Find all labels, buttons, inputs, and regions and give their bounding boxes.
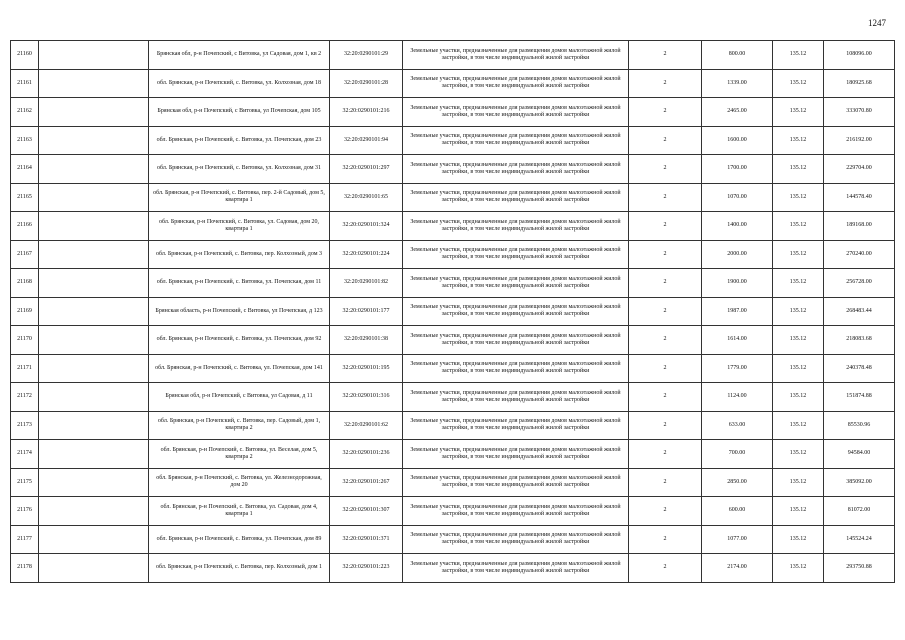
area-cell: 2000.00 [702, 240, 773, 269]
area-cell: 1900.00 [702, 269, 773, 298]
row-number-cell: 21170 [11, 326, 39, 355]
empty-cell [39, 497, 149, 526]
cadastral-value-cell: 333070.80 [824, 98, 895, 127]
empty-cell [39, 468, 149, 497]
area-cell: 1400.00 [702, 212, 773, 241]
table-row [11, 240, 895, 269]
category-cell: 2 [629, 212, 702, 241]
address-cell: обл. Брянская, р-н Почепский, с. Витовка, ул. Садовая, дом 4, квартира 1 [149, 497, 330, 526]
table-row [11, 269, 895, 298]
cadastral-value-cell: 85530.96 [824, 411, 895, 440]
table-row [11, 297, 895, 326]
category-cell: 2 [629, 240, 702, 269]
cadastral-number-cell: 32:20:0290101:65 [330, 183, 403, 212]
cadastral-number-cell: 32:20:0290101:28 [330, 69, 403, 98]
cadastral-value-cell: 229704.00 [824, 155, 895, 184]
category-cell: 2 [629, 98, 702, 127]
cadastral-number-cell: 32:20:0290101:324 [330, 212, 403, 241]
specific-value-cell: 135.12 [773, 240, 824, 269]
specific-value-cell: 135.12 [773, 411, 824, 440]
permitted-use-cell: Земельные участки, предназначенные для размещения домов малоэтажной жилой застройки, в том числе индивидуальной жилой застройки [403, 383, 629, 412]
specific-value-cell: 135.12 [773, 354, 824, 383]
address-cell: обл. Брянская, р-н Почепский, с. Витовка, ул. Почепская, дом 23 [149, 126, 330, 155]
category-cell: 2 [629, 297, 702, 326]
table-row [11, 525, 895, 554]
specific-value-cell: 135.12 [773, 525, 824, 554]
address-cell: обл. Брянская, р-н Почепский, с. Витовка, ул. Веселая, дом 5, квартира 2 [149, 440, 330, 469]
address-cell: обл. Брянская, р-н Почепский, с. Витовка, пер. 2-й Садовый, дом 5, квартира 1 [149, 183, 330, 212]
address-cell: обл. Брянская, р-н Почепский, с. Витовка, ул. Почепская, дом 11 [149, 269, 330, 298]
cadastral-number-cell: 32:20:0290101:223 [330, 554, 403, 583]
table-row [11, 98, 895, 127]
specific-value-cell: 135.12 [773, 326, 824, 355]
permitted-use-cell: Земельные участки, предназначенные для размещения домов малоэтажной жилой застройки, в том числе индивидуальной жилой застройки [403, 41, 629, 70]
table-row [11, 554, 895, 583]
table-row [11, 183, 895, 212]
category-cell: 2 [629, 411, 702, 440]
address-cell: обл. Брянская, р-н Почепский, с. Витовка, ул. Почепская, дом 89 [149, 525, 330, 554]
cadastral-number-cell: 32:20:0290101:216 [330, 98, 403, 127]
table-row [11, 41, 895, 70]
specific-value-cell: 135.12 [773, 468, 824, 497]
cadastral-number-cell: 32:20:0290101:195 [330, 354, 403, 383]
permitted-use-cell: Земельные участки, предназначенные для размещения домов малоэтажной жилой застройки, в том числе индивидуальной жилой застройки [403, 126, 629, 155]
area-cell: 2850.00 [702, 468, 773, 497]
empty-cell [39, 98, 149, 127]
empty-cell [39, 212, 149, 241]
category-cell: 2 [629, 497, 702, 526]
table-row [11, 126, 895, 155]
cadastral-value-cell: 293750.88 [824, 554, 895, 583]
empty-cell [39, 554, 149, 583]
row-number-cell: 21175 [11, 468, 39, 497]
permitted-use-cell: Земельные участки, предназначенные для размещения домов малоэтажной жилой застройки, в том числе индивидуальной жилой застройки [403, 155, 629, 184]
area-cell: 2174.00 [702, 554, 773, 583]
empty-cell [39, 411, 149, 440]
empty-cell [39, 440, 149, 469]
category-cell: 2 [629, 468, 702, 497]
empty-cell [39, 183, 149, 212]
cadastral-number-cell: 32:20:0290101:297 [330, 155, 403, 184]
row-number-cell: 21178 [11, 554, 39, 583]
address-cell: обл. Брянская, р-н Почепский, с. Витовка, ул. Колхозная, дом 18 [149, 69, 330, 98]
cadastral-number-cell: 32:20:0290101:267 [330, 468, 403, 497]
category-cell: 2 [629, 354, 702, 383]
cadastral-value-cell: 151874.88 [824, 383, 895, 412]
specific-value-cell: 135.12 [773, 497, 824, 526]
cadastral-value-cell: 240378.48 [824, 354, 895, 383]
address-cell: обл. Брянская, р-н Почепский, с. Витовка, ул. Почепская, дом 92 [149, 326, 330, 355]
table-row [11, 354, 895, 383]
row-number-cell: 21168 [11, 269, 39, 298]
specific-value-cell: 135.12 [773, 155, 824, 184]
empty-cell [39, 41, 149, 70]
table-row [11, 411, 895, 440]
table-row [11, 326, 895, 355]
area-cell: 1124.00 [702, 383, 773, 412]
row-number-cell: 21165 [11, 183, 39, 212]
cadastral-number-cell: 32:20:0290101:82 [330, 269, 403, 298]
cadastral-value-cell: 144578.40 [824, 183, 895, 212]
cadastral-number-cell: 32:20:0290101:371 [330, 525, 403, 554]
permitted-use-cell: Земельные участки, предназначенные для размещения домов малоэтажной жилой застройки, в том числе индивидуальной жилой застройки [403, 240, 629, 269]
permitted-use-cell: Земельные участки, предназначенные для размещения домов малоэтажной жилой застройки, в том числе индивидуальной жилой застройки [403, 525, 629, 554]
table-row [11, 440, 895, 469]
row-number-cell: 21166 [11, 212, 39, 241]
empty-cell [39, 155, 149, 184]
address-cell: Брянская обл, р-н Почепский, с Витовка, ул Садовая, д 11 [149, 383, 330, 412]
cadastral-number-cell: 32:20:0290101:307 [330, 497, 403, 526]
cadastral-number-cell: 32:20:0290101:236 [330, 440, 403, 469]
row-number-cell: 21176 [11, 497, 39, 526]
row-number-cell: 21169 [11, 297, 39, 326]
address-cell: обл. Брянская, р-н Почепский, с. Витовка, пер. Колхозный, дом 1 [149, 554, 330, 583]
row-number-cell: 21167 [11, 240, 39, 269]
row-number-cell: 21177 [11, 525, 39, 554]
cadastral-value-cell: 385092.00 [824, 468, 895, 497]
category-cell: 2 [629, 41, 702, 70]
row-number-cell: 21174 [11, 440, 39, 469]
specific-value-cell: 135.12 [773, 383, 824, 412]
table-row [11, 69, 895, 98]
table-row [11, 497, 895, 526]
category-cell: 2 [629, 383, 702, 412]
address-cell: обл. Брянская, р-н Почепский, с. Витовка, пер. Колхозный, дом 3 [149, 240, 330, 269]
page-number: 1247 [868, 18, 886, 28]
permitted-use-cell: Земельные участки, предназначенные для размещения домов малоэтажной жилой застройки, в том числе индивидуальной жилой застройки [403, 297, 629, 326]
specific-value-cell: 135.12 [773, 126, 824, 155]
row-number-cell: 21161 [11, 69, 39, 98]
category-cell: 2 [629, 525, 702, 554]
area-cell: 700.00 [702, 440, 773, 469]
address-cell: Брянская обл, р-н Почепский, с Витовка, ул Почепская, дом 105 [149, 98, 330, 127]
row-number-cell: 21171 [11, 354, 39, 383]
empty-cell [39, 69, 149, 98]
category-cell: 2 [629, 155, 702, 184]
specific-value-cell: 135.12 [773, 183, 824, 212]
empty-cell [39, 525, 149, 554]
row-number-cell: 21164 [11, 155, 39, 184]
area-cell: 2465.00 [702, 98, 773, 127]
empty-cell [39, 326, 149, 355]
permitted-use-cell: Земельные участки, предназначенные для размещения домов малоэтажной жилой застройки, в том числе индивидуальной жилой застройки [403, 69, 629, 98]
cadastral-number-cell: 32:20:0290101:38 [330, 326, 403, 355]
cadastral-number-cell: 32:20:0290101:62 [330, 411, 403, 440]
permitted-use-cell: Земельные участки, предназначенные для размещения домов малоэтажной жилой застройки, в том числе индивидуальной жилой застройки [403, 326, 629, 355]
cadastral-value-cell: 180925.68 [824, 69, 895, 98]
category-cell: 2 [629, 326, 702, 355]
empty-cell [39, 383, 149, 412]
table-row [11, 468, 895, 497]
area-cell: 600.00 [702, 497, 773, 526]
empty-cell [39, 297, 149, 326]
area-cell: 1987.00 [702, 297, 773, 326]
permitted-use-cell: Земельные участки, предназначенные для размещения домов малоэтажной жилой застройки, в том числе индивидуальной жилой застройки [403, 98, 629, 127]
cadastral-value-cell: 81072.00 [824, 497, 895, 526]
area-cell: 1077.00 [702, 525, 773, 554]
address-cell: Брянская область, р-н Почепский, с Витовка, ул Почепская, д 123 [149, 297, 330, 326]
table-body [11, 41, 895, 583]
table-row [11, 212, 895, 241]
cadastral-number-cell: 32:20:0290101:29 [330, 41, 403, 70]
address-cell: обл. Брянская, р-н Почепский, с. Витовка, ул. Железнодорожная, дом 20 [149, 468, 330, 497]
row-number-cell: 21162 [11, 98, 39, 127]
area-cell: 1070.00 [702, 183, 773, 212]
specific-value-cell: 135.12 [773, 69, 824, 98]
category-cell: 2 [629, 440, 702, 469]
specific-value-cell: 135.12 [773, 212, 824, 241]
empty-cell [39, 126, 149, 155]
permitted-use-cell: Земельные участки, предназначенные для размещения домов малоэтажной жилой застройки, в том числе индивидуальной жилой застройки [403, 411, 629, 440]
cadastral-value-cell: 108096.00 [824, 41, 895, 70]
area-cell: 1700.00 [702, 155, 773, 184]
specific-value-cell: 135.12 [773, 297, 824, 326]
category-cell: 2 [629, 554, 702, 583]
cadastral-number-cell: 32:20:0290101:224 [330, 240, 403, 269]
permitted-use-cell: Земельные участки, предназначенные для размещения домов малоэтажной жилой застройки, в том числе индивидуальной жилой застройки [403, 468, 629, 497]
empty-cell [39, 354, 149, 383]
permitted-use-cell: Земельные участки, предназначенные для размещения домов малоэтажной жилой застройки, в том числе индивидуальной жилой застройки [403, 183, 629, 212]
address-cell: Брянская обл, р-н Почепский, с Витовка, ул Садовая, дом 1, кв 2 [149, 41, 330, 70]
row-number-cell: 21160 [11, 41, 39, 70]
cadastral-value-cell: 189168.00 [824, 212, 895, 241]
cadastral-number-cell: 32:20:0290101:316 [330, 383, 403, 412]
empty-cell [39, 269, 149, 298]
address-cell: обл. Брянская, р-н Почепский, с. Витовка, ул. Почепская, дом 141 [149, 354, 330, 383]
specific-value-cell: 135.12 [773, 554, 824, 583]
category-cell: 2 [629, 126, 702, 155]
category-cell: 2 [629, 183, 702, 212]
category-cell: 2 [629, 269, 702, 298]
specific-value-cell: 135.12 [773, 269, 824, 298]
cadastral-number-cell: 32:20:0290101:177 [330, 297, 403, 326]
area-cell: 1339.00 [702, 69, 773, 98]
cadastral-value-cell: 94584.00 [824, 440, 895, 469]
area-cell: 1614.00 [702, 326, 773, 355]
cadastral-value-cell: 268483.44 [824, 297, 895, 326]
area-cell: 800.00 [702, 41, 773, 70]
row-number-cell: 21173 [11, 411, 39, 440]
row-number-cell: 21163 [11, 126, 39, 155]
address-cell: обл. Брянская, р-н Почепский, с. Витовка, ул. Садовая, дом 20, квартира 1 [149, 212, 330, 241]
specific-value-cell: 135.12 [773, 440, 824, 469]
row-number-cell: 21172 [11, 383, 39, 412]
address-cell: обл. Брянская, р-н Почепский, с. Витовка, пер. Садовый, дом 1, квартира 2 [149, 411, 330, 440]
permitted-use-cell: Земельные участки, предназначенные для размещения домов малоэтажной жилой застройки, в том числе индивидуальной жилой застройки [403, 440, 629, 469]
cadastral-value-cell: 216192.00 [824, 126, 895, 155]
permitted-use-cell: Земельные участки, предназначенные для размещения домов малоэтажной жилой застройки, в том числе индивидуальной жилой застройки [403, 554, 629, 583]
specific-value-cell: 135.12 [773, 41, 824, 70]
cadastral-number-cell: 32:20:0290101:94 [330, 126, 403, 155]
permitted-use-cell: Земельные участки, предназначенные для размещения домов малоэтажной жилой застройки, в том числе индивидуальной жилой застройки [403, 269, 629, 298]
area-cell: 633.00 [702, 411, 773, 440]
cadastral-value-cell: 256728.00 [824, 269, 895, 298]
cadastral-value-cell: 270240.00 [824, 240, 895, 269]
category-cell: 2 [629, 69, 702, 98]
empty-cell [39, 240, 149, 269]
cadastral-value-table [10, 40, 895, 583]
specific-value-cell: 135.12 [773, 98, 824, 127]
table-row [11, 155, 895, 184]
area-cell: 1600.00 [702, 126, 773, 155]
address-cell: обл. Брянская, р-н Почепский, с. Витовка, ул. Колхозная, дом 31 [149, 155, 330, 184]
cadastral-value-cell: 218083.68 [824, 326, 895, 355]
permitted-use-cell: Земельные участки, предназначенные для размещения домов малоэтажной жилой застройки, в том числе индивидуальной жилой застройки [403, 212, 629, 241]
area-cell: 1779.00 [702, 354, 773, 383]
permitted-use-cell: Земельные участки, предназначенные для размещения домов малоэтажной жилой застройки, в том числе индивидуальной жилой застройки [403, 354, 629, 383]
table-row [11, 383, 895, 412]
cadastral-value-cell: 145524.24 [824, 525, 895, 554]
permitted-use-cell: Земельные участки, предназначенные для размещения домов малоэтажной жилой застройки, в том числе индивидуальной жилой застройки [403, 497, 629, 526]
